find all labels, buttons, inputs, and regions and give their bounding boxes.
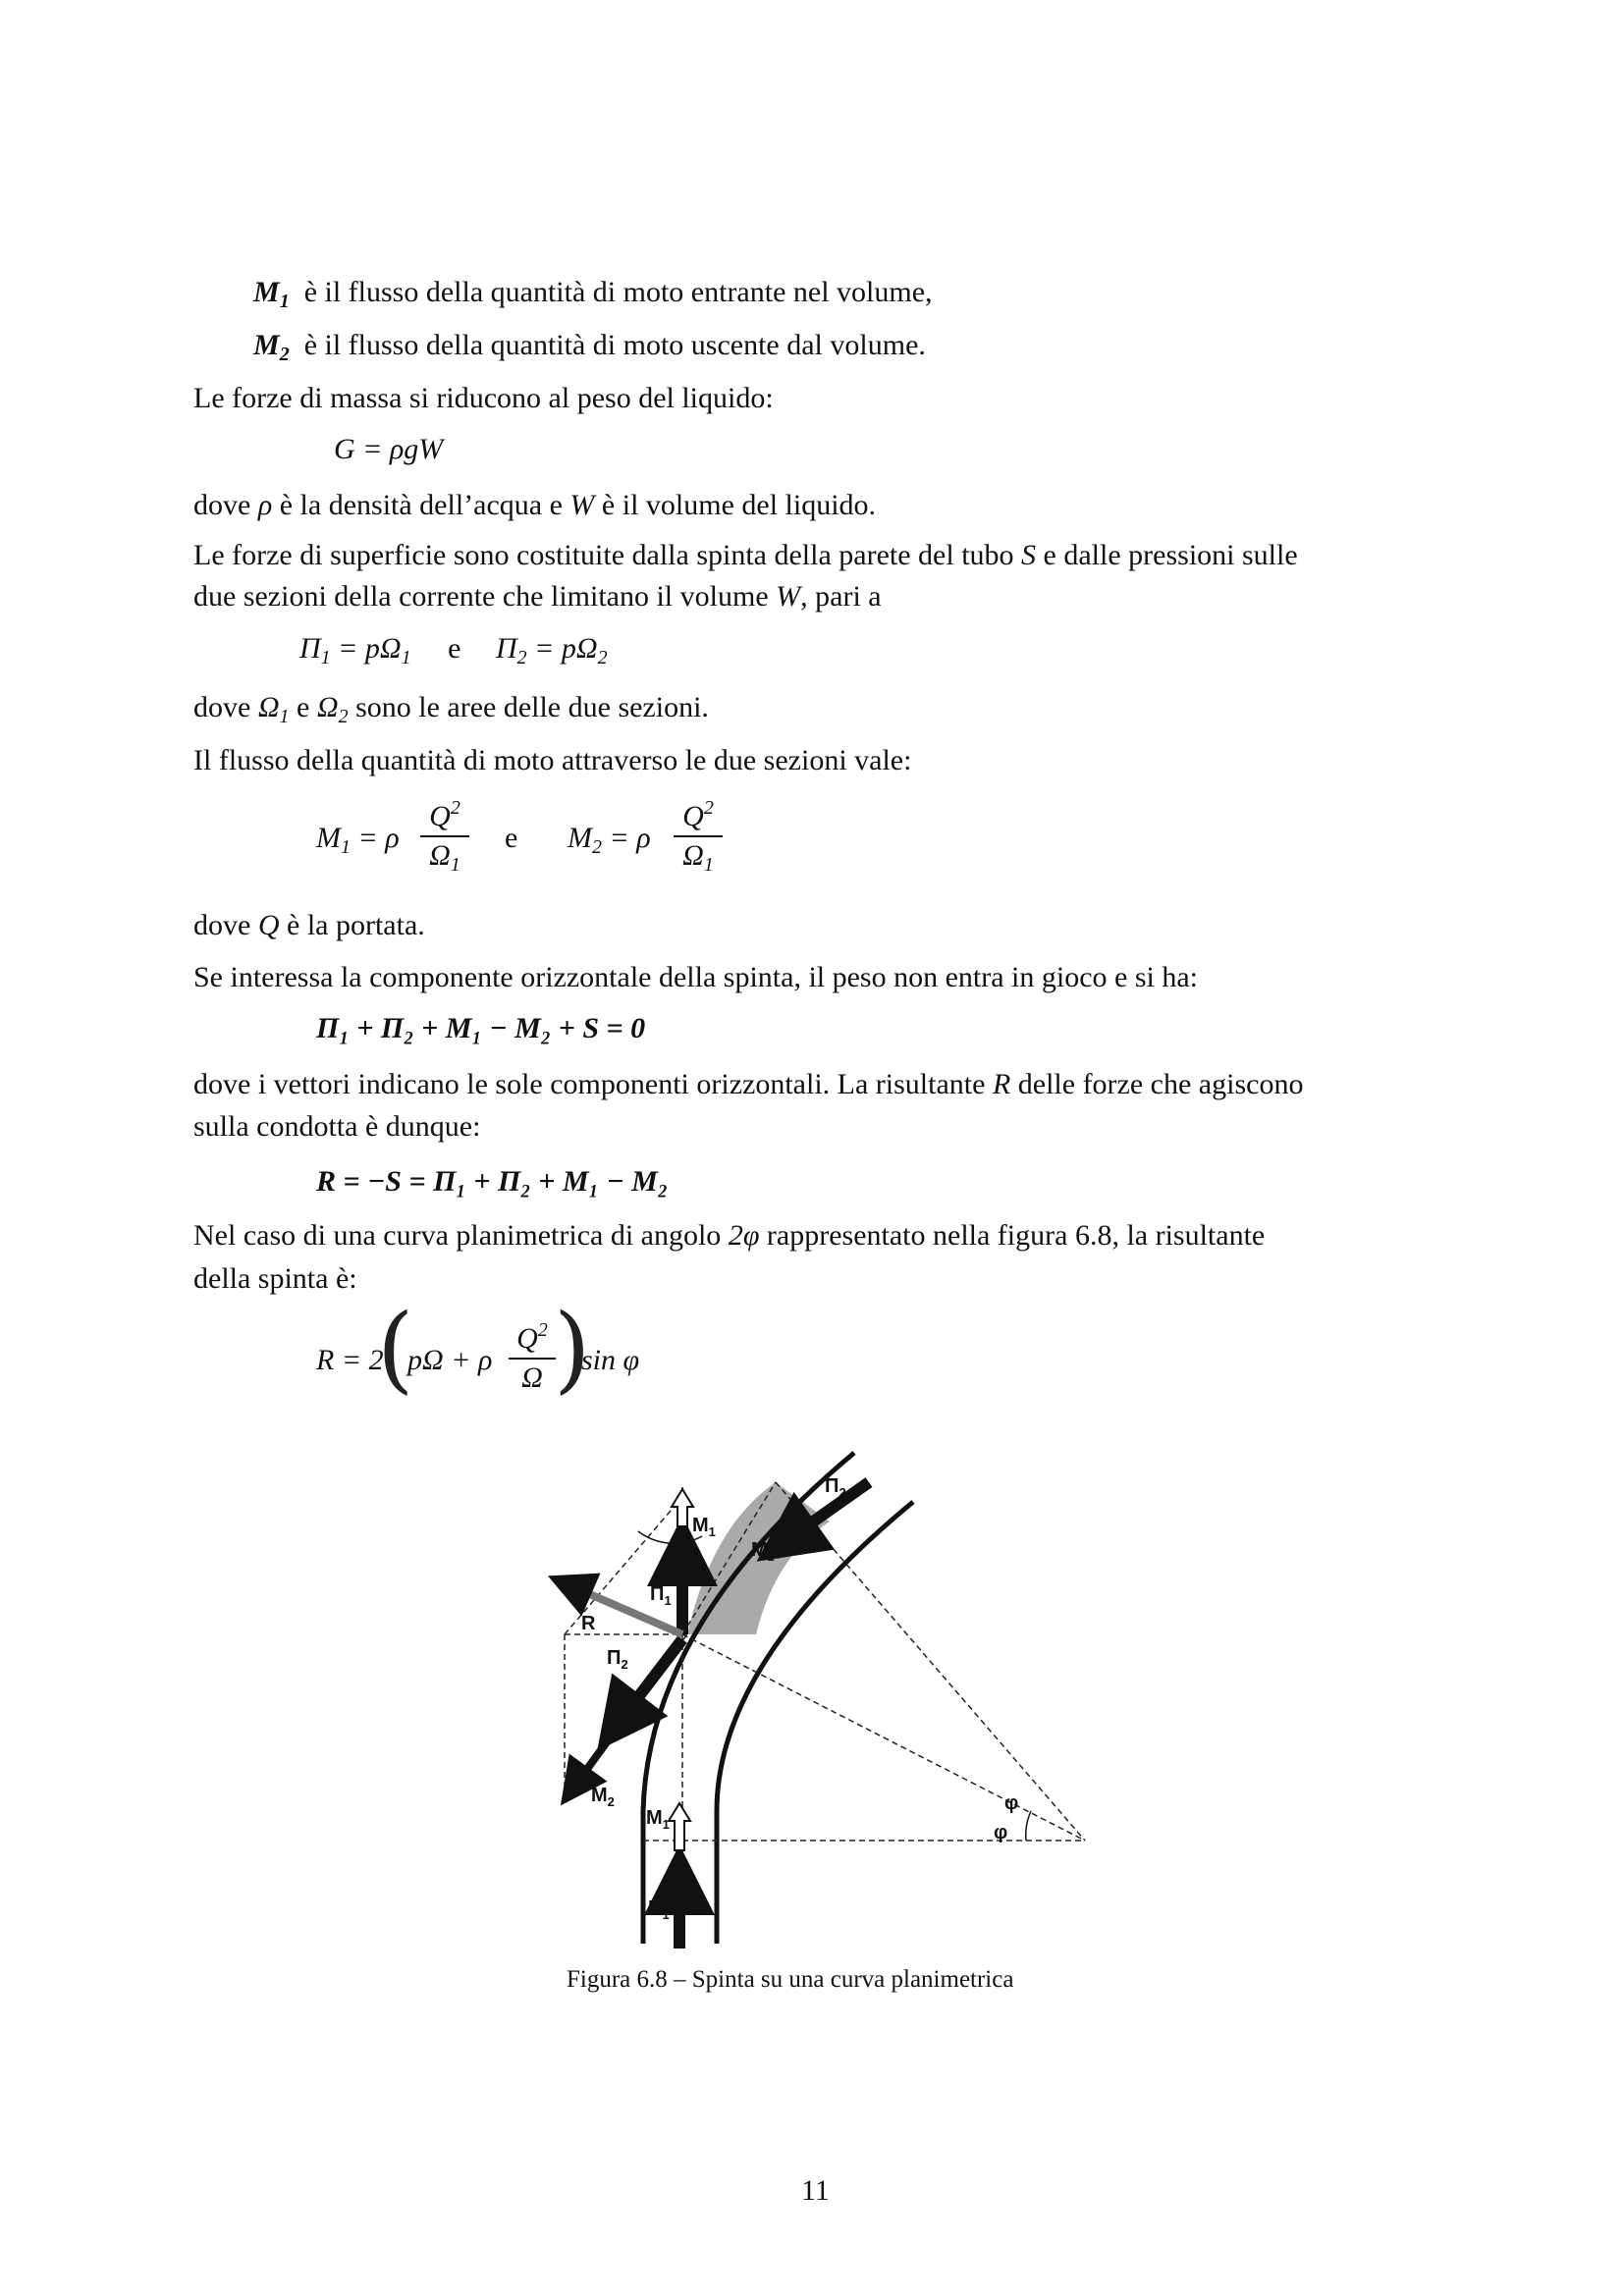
eq: = ρ <box>357 822 400 854</box>
r-symbol: R <box>992 1068 1011 1100</box>
omega: Ω <box>429 839 451 872</box>
pressure-equations <box>299 631 608 675</box>
omega1: Ω <box>257 691 280 723</box>
text: Le forze di superficie sono costituite dalla spinta della parete del tubo <box>193 539 1014 571</box>
q: Q <box>429 800 451 832</box>
omega2: Ω <box>316 691 339 723</box>
q: Q <box>682 800 704 832</box>
page-number: 11 <box>801 2174 830 2207</box>
m1-text: è il flusso della quantità di moto entrante nel volume, <box>303 276 933 308</box>
m1: M <box>316 822 341 854</box>
and: e <box>448 632 461 665</box>
omega: Ω <box>521 1362 543 1394</box>
sub: 1 <box>450 854 460 876</box>
curve-line-1 <box>193 1218 1265 1254</box>
sub: 2 <box>592 836 602 858</box>
pi2-symbol: Π <box>495 632 517 665</box>
label-phi-bottom-1: φ <box>1004 1792 1019 1814</box>
balance-equation: Π₁ + Π₂ + M₁ − M₂ + S = 0 <box>316 1012 646 1044</box>
text: è la densità dell’acqua e <box>279 489 563 521</box>
label-phi-bottom-2: φ <box>994 1822 1008 1843</box>
rho-symbol: ρ <box>257 489 273 521</box>
text: , pari a <box>800 580 882 613</box>
m1-fraction <box>420 791 469 881</box>
r-equation-lhs: R = 2 <box>316 1344 384 1376</box>
text: due sezioni della corrente che limitano il volume <box>193 580 769 613</box>
text: e <box>297 691 310 723</box>
text: rappresentato nella figura 6.8, la risultante <box>766 1219 1266 1252</box>
q: Q <box>516 1322 538 1355</box>
label-phi-right: φ <box>684 1549 699 1571</box>
label-pi2-top: $\Pi_2$ <box>825 1475 846 1500</box>
text: e dalle pressioni sulle <box>1043 539 1298 571</box>
m1-top-arrow <box>672 1489 693 1526</box>
m2-symbol: M <box>253 329 280 361</box>
text: è la portata. <box>287 909 425 941</box>
text: dove <box>193 489 251 521</box>
r-equation-sin: sin φ <box>581 1344 640 1376</box>
m1-equation-lhs <box>316 821 400 865</box>
pi2-rhs: = pΩ <box>534 632 598 665</box>
q-symbol: Q <box>257 909 280 941</box>
mass-forces-line: Le forze di massa si riducono al peso del liquido: <box>193 382 774 414</box>
text: è il volume del liquido. <box>601 489 877 521</box>
label-pi1-mid: $\Pi_1$ <box>650 1583 672 1608</box>
w-symbol: W <box>569 489 595 521</box>
sub: 1 <box>279 706 290 727</box>
text: dove <box>193 691 251 723</box>
label-r: R <box>581 1613 596 1634</box>
m1-symbol: M <box>253 276 280 308</box>
angle-arc-bottom <box>1026 1811 1031 1841</box>
label-m2-low: $M_2$ <box>591 1785 615 1809</box>
m1-definition <box>253 275 933 319</box>
sub: 2 <box>338 706 349 727</box>
figure-caption: Figura 6.8 – Spinta su una curva planimetrica <box>567 1966 1014 1993</box>
sup: 2 <box>537 1319 548 1341</box>
label-m1-top: $M_1$ <box>692 1515 716 1539</box>
curve-line-2: della spinta è: <box>193 1262 357 1295</box>
left-paren: ( <box>377 1294 414 1404</box>
sup: 2 <box>450 797 460 819</box>
sub: 1 <box>320 647 331 668</box>
vectors-line-2: sulla condotta è dunque: <box>193 1110 481 1143</box>
sub: 1 <box>703 854 714 876</box>
surface-line-2 <box>193 579 882 614</box>
pi1-symbol: Π <box>299 632 321 665</box>
eq: = ρ <box>609 822 651 854</box>
sub: 1 <box>401 647 411 668</box>
s-symbol: S <box>1021 539 1037 571</box>
sub: 2 <box>597 647 608 668</box>
figure-6-8 <box>530 1438 1100 1968</box>
flux-intro-line: Il flusso della quantità di moto attraverso le due sezioni vale: <box>193 744 912 776</box>
sub: 2 <box>516 647 527 668</box>
label-m2-top: $M_2$ <box>751 1539 775 1564</box>
r-fraction <box>509 1313 556 1395</box>
text: delle forze che agiscono <box>1017 1068 1304 1100</box>
and-word: e <box>505 822 518 854</box>
m1-sub: 1 <box>279 291 290 312</box>
surface-line-1 <box>193 538 1298 573</box>
label-pi1-low: $\Pi_1$ <box>648 1897 670 1922</box>
m1-low-arrow <box>669 1803 690 1850</box>
density-line <box>193 488 876 523</box>
text: dove <box>193 909 251 941</box>
sup: 2 <box>703 797 714 819</box>
text: dove i vettori indicano le sole componenti orizzontali. La risultante <box>193 1068 986 1100</box>
right-paren: ) <box>554 1294 591 1404</box>
sub: 1 <box>341 836 351 858</box>
horizontal-line: Se interessa la componente orizzontale della spinta, il peso non entra in gioco e si ha: <box>193 961 1199 993</box>
label-phi-left: φ <box>663 1544 677 1566</box>
result-equation: R = −S = Π₁ + Π₂ + M₁ − M₂ <box>316 1165 669 1198</box>
discharge-line <box>193 908 425 943</box>
m2-low-arrow <box>574 1733 614 1787</box>
w-symbol: W <box>776 580 801 613</box>
text: Nel caso di una curva planimetrica di angolo <box>193 1219 722 1252</box>
m2-definition <box>253 328 926 372</box>
r-equation-inner: pΩ + ρ <box>407 1344 493 1376</box>
two-phi: 2φ <box>728 1219 760 1252</box>
label-pi2-mid: $\Pi_2$ <box>607 1647 628 1672</box>
m2-text: è il flusso della quantità di moto uscente dal volume. <box>303 329 926 361</box>
areas-line <box>193 690 709 734</box>
omega: Ω <box>682 839 704 872</box>
vectors-line-1 <box>193 1067 1303 1102</box>
m2-equation-lhs <box>568 821 651 865</box>
m2: M <box>568 822 592 854</box>
m2-fraction <box>674 791 723 881</box>
weight-equation: G = ρgW <box>334 433 444 465</box>
pi1-rhs: = pΩ <box>338 632 402 665</box>
text: sono le aree delle due sezioni. <box>355 691 709 723</box>
m2-sub: 2 <box>279 344 290 365</box>
label-m1-low: $M_1$ <box>646 1807 670 1832</box>
